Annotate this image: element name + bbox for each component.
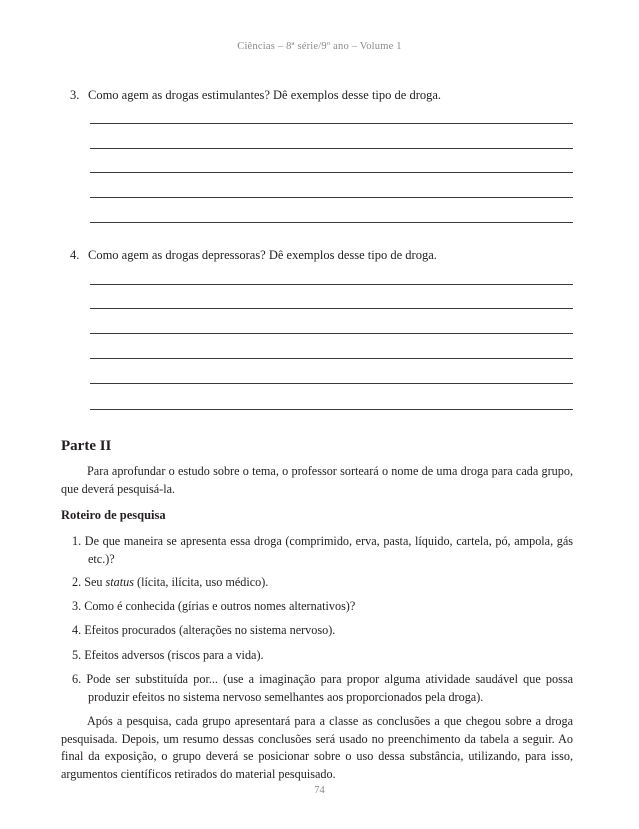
closing-paragraph	[61, 713, 573, 783]
part-title: Parte II	[61, 438, 112, 454]
question-number: 4.	[70, 248, 80, 262]
research-item-4	[72, 622, 573, 640]
answer-line[interactable]	[90, 123, 573, 124]
item-number: 1.	[72, 534, 82, 548]
question-4	[70, 248, 437, 263]
section-subtitle: Roteiro de pesquisa	[61, 508, 166, 522]
item-text: De que maneira se apresenta essa droga (comprimido, erva, pasta, líquido, cartela, pó, ampola, gás etc.)?	[84, 534, 573, 566]
intro-text: Para aprofundar o estudo sobre o tema, o professor sorteará o nome de uma droga para cada grupo, que deverá pesquisá-la.	[61, 464, 573, 496]
answer-line[interactable]	[90, 172, 573, 173]
research-item-3	[72, 598, 573, 616]
answer-line[interactable]	[90, 333, 573, 334]
item-text: Como é conhecida (gírias e outros nomes alternativos)?	[84, 599, 356, 613]
item-text: Efeitos procurados (alterações no sistema nervoso).	[84, 623, 336, 637]
answer-line[interactable]	[90, 284, 573, 285]
item-text-before: Seu	[84, 575, 106, 589]
item-text: Pode ser substituída por... (use a imaginação para propor alguma atividade saudável que possa produzir efeitos no sistema nervoso semelhantes aos proporcionados pela droga).	[86, 672, 573, 704]
item-text-italic: status	[105, 575, 134, 589]
research-item-2	[72, 574, 573, 592]
answer-line[interactable]	[90, 222, 573, 223]
research-item-5	[72, 647, 573, 665]
item-number: 6.	[72, 672, 82, 686]
item-text-after: (lícita, ilícita, uso médico).	[133, 575, 269, 589]
item-number: 2.	[72, 575, 82, 589]
answer-line[interactable]	[90, 358, 573, 359]
part-intro	[61, 463, 573, 498]
research-item-6	[72, 671, 573, 706]
answer-line[interactable]	[90, 308, 573, 309]
answer-line[interactable]	[90, 409, 573, 410]
answer-line[interactable]	[90, 148, 573, 149]
item-number: 3.	[72, 599, 82, 613]
question-text: Como agem as drogas estimulantes? Dê exemplos desse tipo de droga.	[88, 88, 442, 102]
closing-text: Após a pesquisa, cada grupo apresentará para a classe as conclusões a que chegou sobre a droga pesquisada. Depois, um resumo dessas conclusões será usado no preenchimento da tabela a seguir. Ao final da exposição, o grupo deverá se posicionar sobre o uso dessa substância, utilizando, para isso, argumentos científicos retirados do material pesquisado.	[61, 714, 573, 781]
item-text: Efeitos adversos (riscos para a vida).	[84, 648, 264, 662]
page-number: 74	[314, 785, 325, 796]
running-header: Ciências – 8ª série/9º ano – Volume 1	[237, 41, 402, 52]
answer-line[interactable]	[90, 383, 573, 384]
answer-line[interactable]	[90, 197, 573, 198]
question-3	[70, 88, 441, 103]
item-number: 5.	[72, 648, 82, 662]
item-number: 4.	[72, 623, 82, 637]
question-number: 3.	[70, 88, 80, 102]
question-text: Como agem as drogas depressoras? Dê exemplos desse tipo de droga.	[88, 248, 437, 262]
research-item-1	[72, 533, 573, 568]
